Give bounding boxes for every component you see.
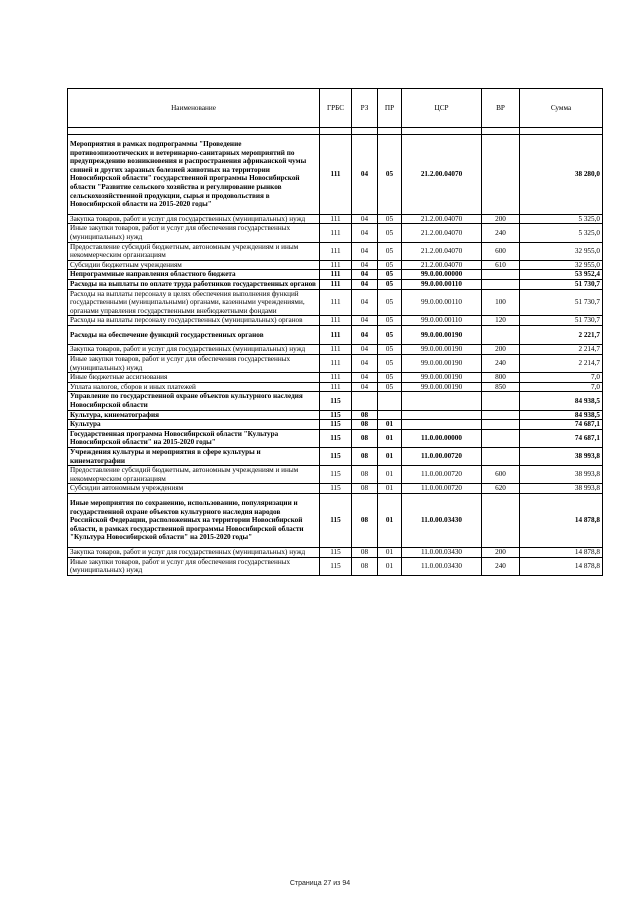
cell-name: Уплата налогов, сборов и иных платежей: [68, 382, 320, 392]
table-header-row: [68, 89, 603, 128]
cell-csr: 99.0.00.00000: [402, 270, 482, 280]
cell-vr: 240: [482, 224, 520, 242]
table-row: [68, 493, 603, 547]
cell-pr: 01: [378, 429, 402, 447]
cell-name: Закупка товаров, работ и услуг для государственных (муниципальных) нужд: [68, 214, 320, 224]
table-row: [68, 484, 603, 494]
cell-vr: [482, 493, 520, 547]
header-rz: РЗ: [352, 89, 378, 128]
cell-sum: 74 687,1: [520, 429, 603, 447]
cell-pr: 01: [378, 557, 402, 575]
cell-grbs: 111: [320, 270, 352, 280]
cell-grbs: 115: [320, 466, 352, 484]
cell-rz: 08: [352, 448, 378, 466]
cell-grbs: 115: [320, 429, 352, 447]
header-grbs: ГРБС: [320, 89, 352, 128]
cell-sum: 32 955,0: [520, 260, 603, 270]
cell-name: Культура: [68, 420, 320, 430]
table-row: [68, 547, 603, 557]
cell-csr: 11.0.00.03430: [402, 493, 482, 547]
cell-rz: 04: [352, 242, 378, 260]
cell-grbs: 115: [320, 547, 352, 557]
cell-grbs: 115: [320, 557, 352, 575]
cell-sum: 7,0: [520, 382, 603, 392]
cell-sum: 14 878,8: [520, 493, 603, 547]
cell-pr: 01: [378, 448, 402, 466]
cell-pr: 01: [378, 484, 402, 494]
table-row: [68, 224, 603, 242]
cell-sum: 38 280,0: [520, 135, 603, 215]
table-row: [68, 448, 603, 466]
cell-vr: 800: [482, 373, 520, 383]
cell-rz: 04: [352, 214, 378, 224]
table-body: [68, 128, 603, 576]
cell-name: Иные мероприятия по сохранению, использованию, популяризации и государственной охране объектов культурного наследия народов Российской Федерации, расположенных на территории Новосибирской области, в рамках государственной программы Новосибирской области "Культура Новосибирской области" на 2015-2020 годы": [68, 493, 320, 547]
cell-grbs: 111: [320, 260, 352, 270]
cell-name: Предоставление субсидий бюджетным, автономным учреждениям и иным некоммерческим организациям: [68, 466, 320, 484]
cell-rz: 08: [352, 429, 378, 447]
cell-sum: 38 993,8: [520, 484, 603, 494]
cell-sum: 2 214,7: [520, 345, 603, 355]
cell-grbs: 111: [320, 242, 352, 260]
cell-sum: 38 993,8: [520, 448, 603, 466]
header-name: Наименование: [68, 89, 320, 128]
cell-name: Расходы на выплаты персоналу государственных (муниципальных) органов: [68, 316, 320, 326]
cell-name: Субсидии автономным учреждениям: [68, 484, 320, 494]
cell-vr: [482, 135, 520, 215]
header-pr: ПР: [378, 89, 402, 128]
table-row: [68, 270, 603, 280]
cell-rz: [352, 392, 378, 410]
table-row: [68, 420, 603, 430]
cell-vr: [482, 410, 520, 420]
cell-rz: 08: [352, 493, 378, 547]
cell-pr: 05: [378, 345, 402, 355]
cell-rz: 04: [352, 224, 378, 242]
table-row: [68, 316, 603, 326]
cell-vr: 200: [482, 214, 520, 224]
cell-rz: 08: [352, 420, 378, 430]
cell-sum: 51 730,7: [520, 316, 603, 326]
cell-pr: 05: [378, 355, 402, 373]
table-row: [68, 279, 603, 289]
cell-rz: 04: [352, 270, 378, 280]
cell-sum: 38 993,8: [520, 466, 603, 484]
cell-vr: 200: [482, 547, 520, 557]
cell-pr: 01: [378, 493, 402, 547]
cell-sum: 84 938,5: [520, 392, 603, 410]
cell-grbs: 115: [320, 392, 352, 410]
cell-grbs: 111: [320, 325, 352, 345]
cell-sum: 14 878,8: [520, 557, 603, 575]
table-row: [68, 429, 603, 447]
cell-vr: 240: [482, 355, 520, 373]
cell-vr: [482, 429, 520, 447]
cell-sum: 51 730,7: [520, 289, 603, 316]
cell-pr: 05: [378, 316, 402, 326]
cell-csr: 11.0.00.03430: [402, 557, 482, 575]
cell-csr: 11.0.00.00000: [402, 429, 482, 447]
cell-pr: 05: [378, 214, 402, 224]
cell-pr: [378, 392, 402, 410]
cell-pr: 05: [378, 224, 402, 242]
cell-vr: [482, 448, 520, 466]
cell-rz: 08: [352, 484, 378, 494]
cell-name: Непрограммные направления областного бюджета: [68, 270, 320, 280]
cell-name: Расходы на выплаты персоналу в целях обеспечения выполнения функций государственными (муниципальными) органами, казенными учреждениями, органами управления государственными внебюджетными фондами: [68, 289, 320, 316]
cell-rz: 08: [352, 466, 378, 484]
cell-vr: [482, 420, 520, 430]
cell-grbs: 111: [320, 373, 352, 383]
cell-pr: 05: [378, 242, 402, 260]
cell-name: Иные закупки товаров, работ и услуг для обеспечения государственных (муниципальных) нужд: [68, 355, 320, 373]
cell-csr: 99.0.00.00110: [402, 279, 482, 289]
cell-pr: [378, 410, 402, 420]
spacer-row: [68, 128, 603, 135]
cell-grbs: 115: [320, 484, 352, 494]
cell-pr: 05: [378, 135, 402, 215]
table-row: [68, 373, 603, 383]
cell-rz: 04: [352, 316, 378, 326]
header-csr: ЦСР: [402, 89, 482, 128]
budget-table: [67, 88, 603, 576]
cell-sum: 32 955,0: [520, 242, 603, 260]
cell-sum: 53 952,4: [520, 270, 603, 280]
cell-vr: 120: [482, 316, 520, 326]
cell-vr: [482, 279, 520, 289]
table-row: [68, 410, 603, 420]
table-row: [68, 557, 603, 575]
table-row: [68, 135, 603, 215]
cell-name: Государственная программа Новосибирской области "Культура Новосибирской области" на 2015-2020 годы": [68, 429, 320, 447]
page-footer: Страница 27 из 94: [289, 880, 351, 887]
header-sum: Сумма: [520, 89, 603, 128]
cell-sum: 2 221,7: [520, 325, 603, 345]
cell-vr: [482, 392, 520, 410]
document-sheet: [67, 88, 602, 576]
cell-csr: 99.0.00.00110: [402, 316, 482, 326]
cell-grbs: 115: [320, 493, 352, 547]
cell-csr: 99.0.00.00110: [402, 289, 482, 316]
cell-vr: 600: [482, 242, 520, 260]
cell-rz: 04: [352, 325, 378, 345]
cell-name: Учреждения культуры и мероприятия в сфере культуры и кинематографии: [68, 448, 320, 466]
cell-pr: 01: [378, 420, 402, 430]
cell-csr: 11.0.00.00720: [402, 448, 482, 466]
cell-grbs: 115: [320, 420, 352, 430]
cell-sum: 84 938,5: [520, 410, 603, 420]
cell-sum: 7,0: [520, 373, 603, 383]
cell-pr: 05: [378, 270, 402, 280]
cell-pr: 05: [378, 373, 402, 383]
cell-grbs: 111: [320, 355, 352, 373]
cell-name: Расходы на обеспечение функций государственных органов: [68, 325, 320, 345]
cell-vr: 600: [482, 466, 520, 484]
cell-grbs: 111: [320, 382, 352, 392]
cell-sum: 14 878,8: [520, 547, 603, 557]
cell-grbs: 111: [320, 135, 352, 215]
cell-grbs: 115: [320, 448, 352, 466]
cell-name: Расходы на выплаты по оплате труда работников государственных органов: [68, 279, 320, 289]
cell-sum: 5 325,0: [520, 214, 603, 224]
cell-sum: 2 214,7: [520, 355, 603, 373]
table-row: [68, 325, 603, 345]
cell-rz: 04: [352, 135, 378, 215]
cell-grbs: 111: [320, 214, 352, 224]
cell-csr: [402, 420, 482, 430]
table-row: [68, 345, 603, 355]
cell-pr: 05: [378, 279, 402, 289]
cell-name: Иные закупки товаров, работ и услуг для обеспечения государственных (муниципальных) нужд: [68, 224, 320, 242]
cell-csr: [402, 392, 482, 410]
cell-vr: 240: [482, 557, 520, 575]
cell-name: Закупка товаров, работ и услуг для государственных (муниципальных) нужд: [68, 547, 320, 557]
cell-vr: 100: [482, 289, 520, 316]
cell-rz: 04: [352, 373, 378, 383]
cell-grbs: 115: [320, 410, 352, 420]
cell-rz: 04: [352, 279, 378, 289]
cell-rz: 08: [352, 547, 378, 557]
cell-rz: 04: [352, 355, 378, 373]
cell-pr: 05: [378, 260, 402, 270]
table-row: [68, 289, 603, 316]
cell-name: Субсидии бюджетным учреждениям: [68, 260, 320, 270]
cell-rz: 08: [352, 557, 378, 575]
cell-rz: 04: [352, 345, 378, 355]
cell-name: Закупка товаров, работ и услуг для государственных (муниципальных) нужд: [68, 345, 320, 355]
cell-csr: 21.2.00.04070: [402, 242, 482, 260]
cell-csr: 99.0.00.00190: [402, 382, 482, 392]
cell-rz: 04: [352, 382, 378, 392]
table-row: [68, 242, 603, 260]
table-row: [68, 392, 603, 410]
cell-name: Предоставление субсидий бюджетным, автономным учреждениям и иным некоммерческим организациям: [68, 242, 320, 260]
cell-vr: 620: [482, 484, 520, 494]
table-row: [68, 260, 603, 270]
cell-sum: 5 325,0: [520, 224, 603, 242]
cell-rz: 04: [352, 289, 378, 316]
cell-vr: 200: [482, 345, 520, 355]
cell-csr: 99.0.00.00190: [402, 345, 482, 355]
cell-grbs: 111: [320, 224, 352, 242]
cell-pr: 05: [378, 382, 402, 392]
table-row: [68, 382, 603, 392]
cell-rz: 08: [352, 410, 378, 420]
cell-sum: 51 730,7: [520, 279, 603, 289]
cell-csr: 11.0.00.03430: [402, 547, 482, 557]
cell-csr: 99.0.00.00190: [402, 355, 482, 373]
cell-vr: [482, 325, 520, 345]
cell-vr: [482, 270, 520, 280]
cell-csr: 21.2.00.04070: [402, 135, 482, 215]
cell-csr: 21.2.00.04070: [402, 260, 482, 270]
cell-pr: 05: [378, 289, 402, 316]
cell-grbs: 111: [320, 345, 352, 355]
cell-rz: 04: [352, 260, 378, 270]
cell-pr: 01: [378, 547, 402, 557]
cell-csr: [402, 410, 482, 420]
header-vr: ВР: [482, 89, 520, 128]
table-row: [68, 466, 603, 484]
cell-csr: 99.0.00.00190: [402, 373, 482, 383]
cell-name: Иные закупки товаров, работ и услуг для обеспечения государственных (муниципальных) нужд: [68, 557, 320, 575]
cell-csr: 21.2.00.04070: [402, 224, 482, 242]
cell-pr: 05: [378, 325, 402, 345]
cell-grbs: 111: [320, 316, 352, 326]
cell-name: Мероприятия в рамках подпрограммы "Проведение противоэпизоотических и ветеринарно-санитарных мероприятий по предупреждению возникновения и распространения африканской чумы свиней и других заразных болезней животных на территории Новосибирской области" государственной программы Новосибирской области "Развитие сельского хозяйства и регулирование рынков сельскохозяйственной продукции, сырья и продовольствия в Новосибирской области на 2015-2020 годы": [68, 135, 320, 215]
cell-vr: 850: [482, 382, 520, 392]
cell-csr: 11.0.00.00720: [402, 484, 482, 494]
table-row: [68, 214, 603, 224]
cell-vr: 610: [482, 260, 520, 270]
table-row: [68, 355, 603, 373]
cell-csr: 21.2.00.04070: [402, 214, 482, 224]
cell-sum: 74 687,1: [520, 420, 603, 430]
cell-grbs: 111: [320, 289, 352, 316]
cell-name: Культура, кинематография: [68, 410, 320, 420]
cell-name: Управление по государственной охране объектов культурного наследия Новосибирской области: [68, 392, 320, 410]
cell-csr: 99.0.00.00190: [402, 325, 482, 345]
cell-name: Иные бюджетные ассигнования: [68, 373, 320, 383]
cell-grbs: 111: [320, 279, 352, 289]
cell-pr: 01: [378, 466, 402, 484]
cell-csr: 11.0.00.00720: [402, 466, 482, 484]
